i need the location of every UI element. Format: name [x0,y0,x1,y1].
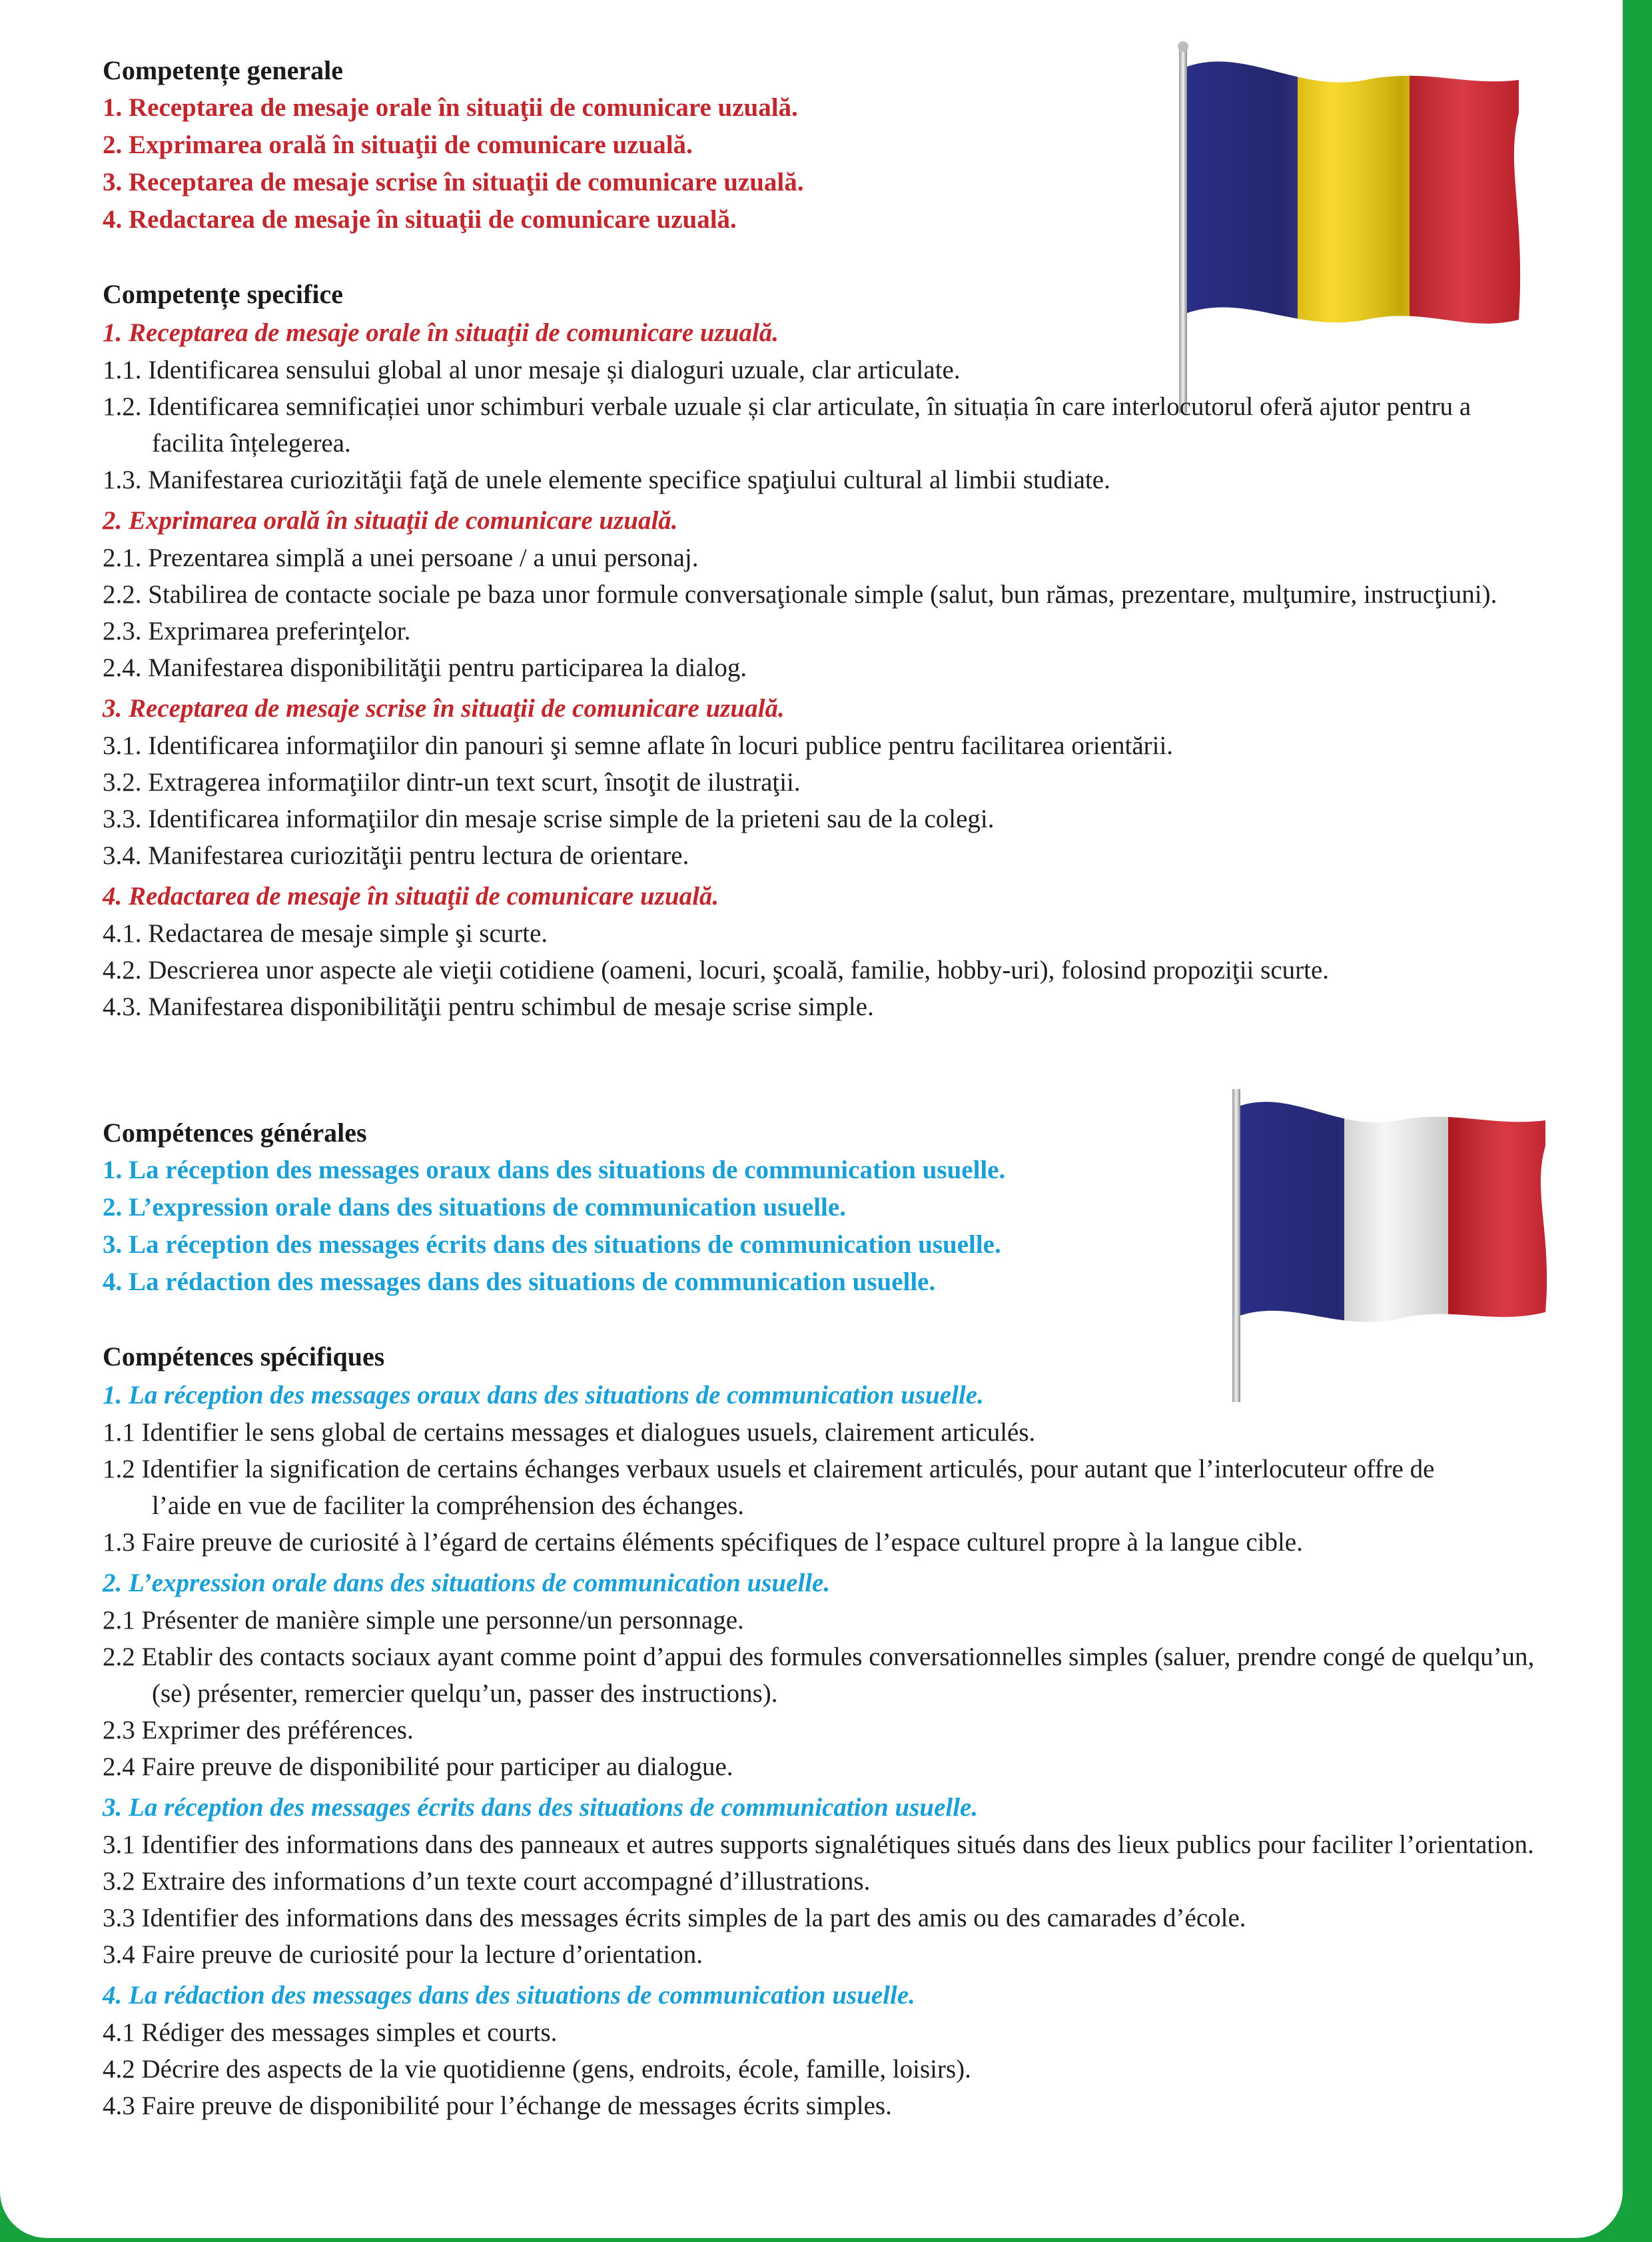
ro-general-item-1: 1. Receptarea de mesaje orale în situaţii de comunicare uzuală. [103,93,798,122]
fr-specific-item-1-3: 1.3 Faire preuve de curiosité à l’égard de certains éléments spécifiques de l’espace culturel propre à la langue cible. [103,1528,1303,1557]
ro-specific-item-4-2: 4.2. Descrierea unor aspecte ale vieţii cotidiene (oameni, locuri, şcoală, familie, hobby-uri), folosind propoziţii scurte. [103,956,1330,984]
ro-specific-item-2-4: 2.4. Manifestarea disponibilităţii pentru participarea la dialog. [103,653,747,682]
fr-specific-title-3: 3. La réception des messages écrits dans des situations de communication usuelle. [103,1793,979,1822]
ro-specific-item-2-2: 2.2. Stabilirea de contacte sociale pe baza unor formule conversaţionale simple (salut, bun rămas, prezentare, mulţumire, instrucţiuni). [103,580,1497,609]
fr-specific-item-2-1: 2.1 Présenter de manière simple une personne/un personnage. [103,1606,744,1635]
fr-general-item-2: 2. L’expression orale dans des situations de communication usuelle. [103,1193,846,1222]
fr-specific-title-1: 1. La réception des messages oraux dans des situations de communication usuelle. [103,1381,984,1409]
ro-specific-item-1-2: 1.2. Identificarea semnificației unor schimburi verbale uzuale și clar articulate, în situația în care interlocutorul oferă ajutor pentru a facilita înțelegerea. [103,392,1471,458]
ro-specific-item-3-2: 3.2. Extragerea informaţiilor dintr-un text scurt, însoţit de ilustraţii. [103,768,801,797]
ro-specific-title-2: 2. Exprimarea orală în situaţii de comunicare uzuală. [103,506,678,535]
fr-specific-item-1-2: 1.2 Identifier la signification de certains échanges verbaux usuels et clairement articulés, pour autant que l’interlocuteur offre de l’aide en vue de faciliter la compréhension des échanges. [103,1455,1435,1520]
fr-general-item-4: 4. La rédaction des messages dans des situations de communication usuelle. [103,1268,936,1296]
french-section [103,1114,1535,2124]
ro-specific-item-4-3: 4.3. Manifestarea disponibilităţii pentru schimbul de mesaje scrise simple. [103,992,874,1021]
ro-specific-item-3-3: 3.3. Identificarea informaţiilor din mesaje scrise simple de la prieteni sau de la colegi. [103,805,995,833]
fr-specific-item-3-1: 3.1 Identifier des informations dans des panneaux et autres supports signalétiques situés dans des lieux publics pour faciliter l’orientation. [103,1830,1534,1859]
ro-specific-item-4-1: 4.1. Redactarea de mesaje simple şi scurte. [103,919,548,948]
ro-specific-group-2 [103,502,1535,686]
fr-specific-group-2 [103,1565,1535,1785]
ro-specific-item-2-3: 2.3. Exprimarea preferinţelor. [103,617,411,645]
ro-specific-item-3-4: 3.4. Manifestarea curiozităţii pentru lectura de orientare. [103,841,689,870]
fr-specific-group-1 [103,1377,1535,1561]
ro-specific-heading: Competențe specifice [103,279,343,309]
fr-specific-item-4-3: 4.3 Faire preuve de disponibilité pour l’échange de messages écrits simples. [103,2091,892,2120]
fr-specific-item-1-1: 1.1 Identifier le sens global de certains messages et dialogues usuels, clairement articulés. [103,1418,1036,1447]
ro-general-item-3: 3. Receptarea de mesaje scrise în situaţii de comunicare uzuală. [103,168,804,196]
fr-specific-group-3 [103,1789,1535,1973]
fr-general-heading: Compétences générales [103,1118,367,1148]
fr-specific-title-4: 4. La rédaction des messages dans des situations de communication usuelle. [103,1981,915,2010]
romanian-section [103,52,1535,1025]
fr-general-item-3: 3. La réception des messages écrits dans des situations de communication usuelle. [103,1230,1001,1259]
fr-specific-title-2: 2. L’expression orale dans des situations de communication usuelle. [103,1569,831,1597]
fr-specific-item-3-3: 3.3 Identifier des informations dans des messages écrits simples de la part des amis ou des camarades d’école. [103,1904,1246,1932]
ro-general-item-4: 4. Redactarea de mesaje în situaţii de comunicare uzuală. [103,205,737,234]
fr-specific-item-2-3: 2.3 Exprimer des préférences. [103,1716,414,1744]
ro-specific-item-1-3: 1.3. Manifestarea curiozităţii faţă de unele elemente specifice spaţiului cultural al limbii studiate. [103,466,1110,494]
fr-general-item-1: 1. La réception des messages oraux dans des situations de communication usuelle. [103,1156,1006,1184]
fr-specific-group-4 [103,1977,1535,2124]
ro-specific-group-4 [103,878,1535,1025]
fr-specific-item-4-1: 4.1 Rédiger des messages simples et courts. [103,2018,558,2047]
ro-specific-title-4: 4. Redactarea de mesaje în situaţii de comunicare uzuală. [103,882,719,911]
fr-specific-heading: Compétences spécifiques [103,1341,385,1371]
ro-specific-group-1 [103,314,1535,498]
fr-specific-item-2-2: 2.2 Etablir des contacts sociaux ayant comme point d’appui des formules conversationnelles simples (saluer, prendre congé de quelqu’un, (se) présenter, remercier quelqu’un, passer des instructions). [103,1643,1535,1708]
fr-specific-item-3-4: 3.4 Faire preuve de curiosité pour la lecture d’orientation. [103,1940,703,1969]
fr-specific-item-2-4: 2.4 Faire preuve de disponibilité pour participer au dialogue. [103,1752,733,1781]
ro-specific-item-1-1: 1.1. Identificarea sensului global al unor mesaje și dialoguri uzuale, clar articulate. [103,356,961,384]
fr-specific-item-3-2: 3.2 Extraire des informations d’un texte court accompagné d’illustrations. [103,1867,871,1896]
ro-specific-title-1: 1. Receptarea de mesaje orale în situaţii de comunicare uzuală. [103,318,779,347]
ro-specific-title-3: 3. Receptarea de mesaje scrise în situaţii de comunicare uzuală. [103,694,785,723]
fr-specific-item-4-2: 4.2 Décrire des aspects de la vie quotidienne (gens, endroits, école, famille, loisirs). [103,2055,971,2083]
ro-specific-group-3 [103,690,1535,874]
ro-specific-item-3-1: 3.1. Identificarea informaţiilor din panouri şi semne aflate în locuri publice pentru facilitarea orientării. [103,731,1174,760]
ro-general-item-2: 2. Exprimarea orală în situaţii de comunicare uzuală. [103,131,693,159]
ro-general-heading: Competențe generale [103,55,343,85]
ro-specific-item-2-1: 2.1. Prezentarea simplă a unei persoane / a unui personaj. [103,544,699,572]
